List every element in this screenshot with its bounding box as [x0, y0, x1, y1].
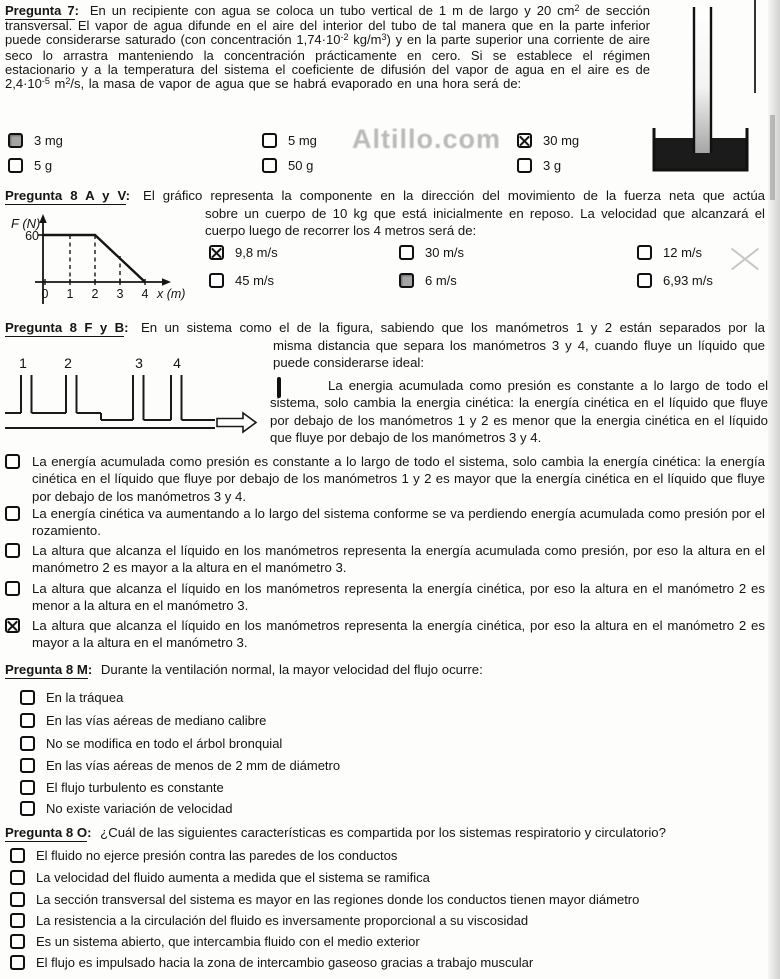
y-tick-60: 60	[25, 229, 39, 243]
option-label: No existe variación de velocidad	[46, 801, 233, 816]
checkbox-empty[interactable]	[399, 245, 414, 260]
manometer-tube-2	[66, 375, 77, 413]
q8av-option-30	[399, 245, 464, 260]
x-tick-4: 4	[141, 287, 149, 301]
option-label: 30 m/s	[425, 245, 465, 260]
option-label: La altura que alcanza el líquido en los manómetros representa la energía acumulada como presión, por eso la altura en el manómetro 2 es mayor a la altura en el manómetro 3.	[32, 543, 765, 576]
option-label: 12 m/s	[663, 245, 703, 260]
force-position-graph	[10, 212, 186, 308]
checkbox-checked[interactable]	[517, 133, 532, 148]
checkbox-empty[interactable]	[5, 454, 20, 469]
q8fb-line1: Pregunta 8 F y B: En un sistema como el de la figura, sabiendo que los manómetros 1 y 2 están separados por la	[5, 320, 766, 335]
manometer-3-label: 3	[135, 355, 143, 371]
q8av-title: Pregunta 8 A y V	[5, 188, 126, 203]
q8av-option-45	[209, 273, 274, 288]
option-label: La altura que alcanza el líquido en los manómetros representa la energía cinética, por eso la altura en el manómetro 2 es mayor a la altura en el manómetro 3.	[32, 618, 765, 651]
option-label: 45 m/s	[235, 273, 275, 288]
checkbox-empty[interactable]	[20, 758, 35, 773]
q8fb-option-e	[5, 617, 765, 652]
x-tick-2: 2	[91, 287, 99, 301]
q7-option-3g	[517, 158, 561, 173]
option-label: La sección transversal del sistema es mayor en las regiones donde los conductos tienen mayor diámetro	[36, 892, 640, 907]
option-label: El fluido no ejerce presión contra las paredes de los conductos	[36, 848, 398, 863]
q8o-option-3	[10, 892, 639, 907]
option-label: 30 mg	[543, 133, 580, 148]
q7-paragraph: Pregunta 7: En un recipiente con agua se coloca un tubo vertical de 1 m de largo y 20 $cm^2$ de sección transversal. El vapor de agua difunde en el aire del interior del tubo de tal manera que en la parte inferior puede considerarse saturado (con concentración $1,74\cdot 10^{-2}$ $kg/m^3$) y en la parte superior una corriente de aire seco lo arrastra manteniendo la concentración prácticamente en cero. Si se establece el régimen estacionario y a la temperatura del sistema el coeficiente de difusión del vapor de agua en el aire es de $2,4\cdot 10^{-5}$ $m^2/s$, la masa de vapor de agua que se habrá evaporado en una hora será de:	[5, 2, 651, 92]
handwritten-x-mark	[728, 242, 762, 276]
q8av-text: sobre un cuerpo de 10 kg que está inicialmente en reposo. La velocidad que alcanzará el cuerpo luego de recorrer los 4 metros será de:	[205, 206, 765, 238]
option-label: 9,8 m/s	[235, 245, 278, 260]
manometer-tube-1	[21, 375, 32, 413]
option-label: La energía cinética va aumentando a lo largo del sistema conforme se va perdiendo energía acumulada como presión por el rozamiento.	[32, 506, 765, 539]
checkbox-empty[interactable]	[10, 848, 25, 863]
x-axis-label: x (m)	[157, 287, 186, 301]
option-label: La velocidad del fluido aumenta a medida que el sistema se ramifica	[36, 870, 430, 885]
option-label: La energía acumulada como presión es constante a lo largo de todo el sistema, solo cambia la energía cinética: la energía cinética en el líquido que fluye por debajo de los manómetros 1 y 2 es mayor que la energía cinética en el líquido que fluye por debajo de los manómetros 3 y 4.	[32, 454, 765, 504]
q8fb-indented-option: La energia acumulada como presión es constante a lo largo de todo el sistema, solo cambia la energia cinética: la energía cinética en el líquido que fluye por debajo de los manómetros 1 y 2 es menor que la energia cinética en el líquido que fluye por debajo de los manómetros 3 y 4.	[270, 378, 768, 445]
q7-option-3mg	[8, 133, 63, 148]
option-label: La altura que alcanza el líquido en los manómetros representa la energía cinética, por eso la altura en el manómetro 2 es menor a la altura en el manómetro 3.	[32, 581, 765, 614]
manometer-tube-4	[171, 375, 182, 420]
manometer-pipe-figure	[3, 352, 261, 444]
option-label: No se modifica en todo el árbol bronquial	[46, 736, 283, 751]
checkbox-shaded[interactable]	[8, 133, 23, 148]
checkbox-empty[interactable]	[637, 273, 652, 288]
q8o-option-2	[10, 870, 430, 885]
q8o-question-line: Pregunta 8 O: ¿Cuál de las siguientes características es compartida por los sistemas respiratorio y circulatorio?	[5, 825, 666, 840]
x-tick-1: 1	[66, 287, 74, 301]
manometer-4-label: 4	[173, 355, 181, 371]
checkbox-empty[interactable]	[262, 158, 277, 173]
x-tick-3: 3	[116, 287, 124, 301]
q8av-option-12	[637, 245, 702, 260]
checkbox-checked[interactable]	[5, 618, 20, 633]
option-label: La resistencia a la circulación del fluido es inversamente proporcional a su viscosidad	[36, 913, 529, 928]
q8av-option-98	[209, 245, 278, 260]
option-label: En las vías aéreas de mediano calibre	[46, 713, 267, 728]
option-label: 50 g	[288, 158, 314, 173]
manometer-tube-3	[133, 375, 144, 420]
manometer-2-label: 2	[64, 355, 72, 371]
option-label: En la tráquea	[46, 690, 124, 705]
q8fb-option-c	[5, 542, 765, 577]
q8m-option-5	[20, 780, 224, 795]
q8fb-text: misma distancia que separa los manómetros 3 y 4, cuando fluye un líquido que puede considerarse ideal:	[273, 338, 765, 370]
checkbox-empty[interactable]	[20, 801, 35, 816]
q8m-option-1	[20, 690, 123, 705]
q7-option-30mg	[517, 133, 579, 148]
checkbox-empty[interactable]	[20, 780, 35, 795]
q8m-title: Pregunta 8 M	[5, 662, 88, 677]
option-label: 3 g	[543, 158, 562, 173]
checkbox-empty[interactable]	[5, 506, 20, 521]
option-label: Es un sistema abierto, que intercambia fluido con el medio exterior	[36, 934, 420, 949]
checkbox-empty[interactable]	[262, 133, 277, 148]
q8o-title: Pregunta 8 O	[5, 825, 88, 840]
scan-line-artifact	[754, 0, 756, 93]
q8o-option-6	[10, 955, 533, 970]
option-label: El flujo es impulsado hacia la zona de intercambio gaseoso gracias a trabajo muscular	[36, 955, 534, 970]
q8fb-title: Pregunta 8 F y B	[5, 320, 125, 335]
q8av-option-693	[637, 273, 713, 288]
q8o-option-4	[10, 913, 528, 928]
option-label: 5 g	[34, 158, 53, 173]
q8m-option-2	[20, 713, 266, 728]
checkbox-empty[interactable]	[10, 892, 25, 907]
checkbox-empty[interactable]	[5, 581, 20, 596]
checkbox-empty[interactable]	[20, 713, 35, 728]
q8fb-option-b	[5, 505, 765, 540]
q8o-option-1	[10, 848, 397, 863]
q8m-option-3	[20, 736, 282, 751]
flow-arrow	[217, 413, 256, 432]
checkbox-empty[interactable]	[10, 870, 25, 885]
option-label: 6,93 m/s	[663, 273, 713, 288]
option-label: En las vías aéreas de menos de 2 mm de diámetro	[46, 758, 341, 773]
y-axis-arrow	[39, 214, 46, 223]
q8m-option-4	[20, 758, 340, 773]
q8m-option-6	[20, 801, 232, 816]
manometer-1-label: 1	[19, 355, 27, 371]
checkbox-checked[interactable]	[209, 245, 224, 260]
q8o-option-5	[10, 934, 420, 949]
checkbox-empty[interactable]	[10, 955, 25, 970]
q7-option-50g	[262, 158, 313, 173]
x-tick-0: 0	[41, 287, 49, 301]
checkbox-empty[interactable]	[637, 245, 652, 260]
checkbox-empty[interactable]	[517, 158, 532, 173]
q8m-question-line: Pregunta 8 M: Durante la ventilación normal, la mayor velocidad del flujo ocurre:	[5, 662, 483, 677]
checkbox-empty[interactable]	[10, 934, 25, 949]
q8fb-option-d	[5, 580, 765, 615]
q8fb-option-a	[5, 453, 765, 505]
checkbox-empty[interactable]	[10, 913, 25, 928]
altillo-watermark: Altillo.com	[352, 124, 502, 154]
x-axis-arrow	[162, 278, 171, 285]
tube-in-water-figure	[648, 1, 770, 177]
checkbox-shaded[interactable]	[399, 273, 414, 288]
force-curve	[43, 235, 145, 282]
option-label: El flujo turbulento es constante	[46, 780, 224, 795]
checkbox-empty[interactable]	[209, 273, 224, 288]
checkbox-empty[interactable]	[20, 690, 35, 705]
option-label: 6 m/s	[425, 273, 457, 288]
checkbox-empty[interactable]	[20, 736, 35, 751]
scan-smudge	[770, 115, 775, 200]
option-label: 5 mg	[288, 133, 317, 148]
tube-interior	[695, 7, 710, 153]
q7-title: Pregunta 7	[5, 3, 75, 18]
checkbox-empty[interactable]	[8, 158, 23, 173]
q7-option-5g	[8, 158, 52, 173]
pipe-top-edge	[5, 413, 215, 420]
q7-option-5mg	[262, 133, 317, 148]
checkbox-empty[interactable]	[5, 543, 20, 558]
q8av-option-6	[399, 273, 457, 288]
option-label: 3 mg	[34, 133, 63, 148]
q8av-line1: Pregunta 8 A y V: El gráfico representa la componente en la dirección del movimiento de la fuerza neta que actúa	[5, 188, 765, 203]
y-axis-label: F (N)	[11, 216, 41, 231]
